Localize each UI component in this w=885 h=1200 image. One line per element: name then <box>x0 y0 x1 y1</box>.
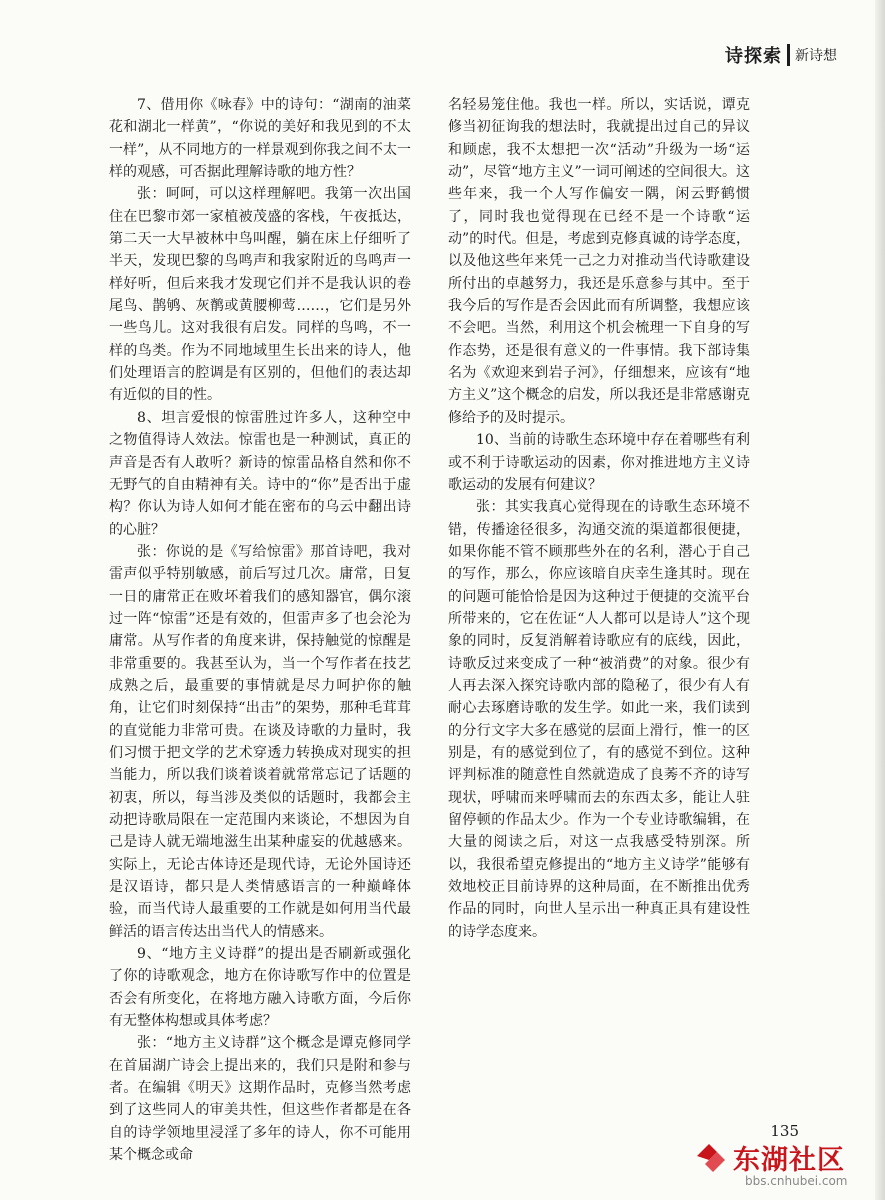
paragraph-continued: 名轻易笼住他。我也一样。所以，实话说，谭克修当初征询我的想法时，我就提出过自己的异议和顾虑，我不太想把一次“活动”升级为一场“运动”，尽管“地方主义”一词可阐述的空间很大。这些年来，我一个人写作偏安一隅，闲云野鹤惯了，同时我也觉得现在已经不是一个诗歌“运动”的时代。但是，考虑到克修真诚的诗学态度，以及他这些年来凭一己之力对推动当代诗歌建设所付出的卓越努力，我还是乐意参与其中。至于我今后的写作是否会因此而有所调整，我想应该不会吧。当然，利用这个机会梳理一下自身的写作态势，还是很有意义的一件事情。我下部诗集名为《欢迎来到岩子河》，仔细想来，应该有“地方主义”这个概念的启发，所以我还是非常感谢克修给予的及时提示。 <box>448 97 750 426</box>
site-watermark <box>693 1136 873 1192</box>
paragraph: 9、“地方主义诗群”的提出是否刷新或强化了你的诗歌观念，地方在你诗歌写作中的位置是否会有所变化，在将地方融入诗歌方面，今后你有无整体构想或具体考虑？ <box>109 946 411 1030</box>
watermark-url: bbs.cnhubei.com <box>745 1174 848 1188</box>
header-section-title: 诗探索 <box>725 46 782 67</box>
page-edge-shadow <box>875 0 885 1200</box>
paragraph: 张：其实我真心觉得现在的诗歌生态环境不错，传播途径很多，沟通交流的渠道都很便捷，如果你能不管不顾那些外在的名利，潜心于自己的写作，那么，你应该暗自庆幸生逢其时。现在的问题可能恰恰是因为这种过于便捷的交流平台所带来的，它在佐证“人人都可以是诗人”这个现象的同时，反复消解着诗歌应有的底线，因此，诗歌反过来变成了一种“被消费”的对象。很少有人再去深入探究诗歌内部的隐秘了，很少有人有耐心去琢磨诗歌的发生学。如此一来，我们读到的分行文字大多在感觉的层面上滑行，惟一的区别是，有的感觉到位了，有的感觉不到位。这种评判标准的随意性自然就造成了良莠不齐的诗写现状，呼啸而来呼啸而去的东西太多，能让人驻留停顿的作品太少。作为一个专业诗歌编辑，在大量的阅读之后，对这一点我感受特别深。所以，我很希望克修提出的“地方主义诗学”能够有效地校正目前诗界的这种局面，在不断推出优秀作品的同时，向世人呈示出一种真正具有建设性的诗学态度来。 <box>448 499 750 940</box>
site-logo-icon <box>693 1140 729 1176</box>
page-number: 135 <box>770 1122 799 1140</box>
paragraph: 张：“地方主义诗群”这个概念是谭克修同学在首届湖广诗会上提出来的，我们只是附和参与者。在编辑《明天》这期作品时，克修当然考虑到了这些同人的审美共性，但这些作者都是在各自的诗学领地里浸淫了多年的诗人，你不可能用某个概念或命 <box>109 1035 411 1164</box>
header-divider <box>787 44 790 66</box>
header-subsection-title: 新诗想 <box>795 48 837 64</box>
right-text-column <box>448 94 750 940</box>
paragraph: 7、借用你《咏春》中的诗句：“湖南的油菜花和湖北一样黄”，“你说的美好和我见到的不太一样”，从不同地方的一样景观到你我之间不太一样的观感，可否据此理解诗歌的地方性？ <box>109 97 411 181</box>
left-text-column <box>109 94 411 1164</box>
running-header <box>725 42 837 68</box>
paragraph: 10、当前的诗歌生态环境中存在着哪些有利或不利于诗歌运动的因素，你对推进地方主义诗歌运动的发展有何建议？ <box>448 432 750 493</box>
paragraph: 8、坦言爱恨的惊雷胜过许多人，这种空中之物值得诗人效法。惊雷也是一种测试，真正的声音是否有人敢听？新诗的惊雷品格自然和你不无野气的自由精神有关。诗中的“你”是否出于虚构？你认为诗人如何才能在密布的乌云中翻出诗的心脏？ <box>109 409 411 538</box>
paragraph: 张：你说的是《写给惊雷》那首诗吧，我对雷声似乎特别敏感，前后写过几次。庸常，日复一日的庸常正在败坏着我们的感知器官，偶尔滚过一阵“惊雷”还是有效的，但雷声多了也会沦为庸常。从写作者的角度来讲，保持触觉的惊醒是非常重要的。我甚至认为，当一个写作者在技艺成熟之后，最重要的事情就是尽力呵护你的触角，让它们时刻保持“出击”的架势，那种毛茸茸的直觉能力非常可贵。在谈及诗歌的力量时，我们习惯于把文学的艺术穿透力转换成对现实的担当能力，所以我们谈着谈着就常常忘记了话题的初衷，所以，每当涉及类似的话题时，我都会主动把诗歌局限在一定范围内来谈论，不想因为自己是诗人就无端地滋生出某种虚妄的优越感来。实际上，无论古体诗还是现代诗，无论外国诗还是汉语诗，都只是人类情感语言的一种巅峰体验，而当代诗人最重要的工作就是如何用当代最鲜活的语言传达出当代人的情感来。 <box>109 543 411 940</box>
watermark-site-name: 东湖社区 <box>733 1145 845 1176</box>
paragraph: 张：呵呵，可以这样理解吧。我第一次出国住在巴黎市郊一家植被茂盛的客栈，午夜抵达，第二天一大早被林中鸟叫醒，躺在床上仔细听了半天，发现巴黎的鸟鸣声和我家附近的鸟鸣声一样好听，但后来我才发现它们并不是我认识的卷尾鸟、鹊鸲、灰鹡或黄腰柳莺……，它们是另外一些鸟儿。这对我很有启发。同样的鸟鸣，不一样的鸟类。作为不同地域里生长出来的诗人，他们处理语言的腔调是有区别的，但他们的表达却有近似的目的性。 <box>109 186 411 404</box>
